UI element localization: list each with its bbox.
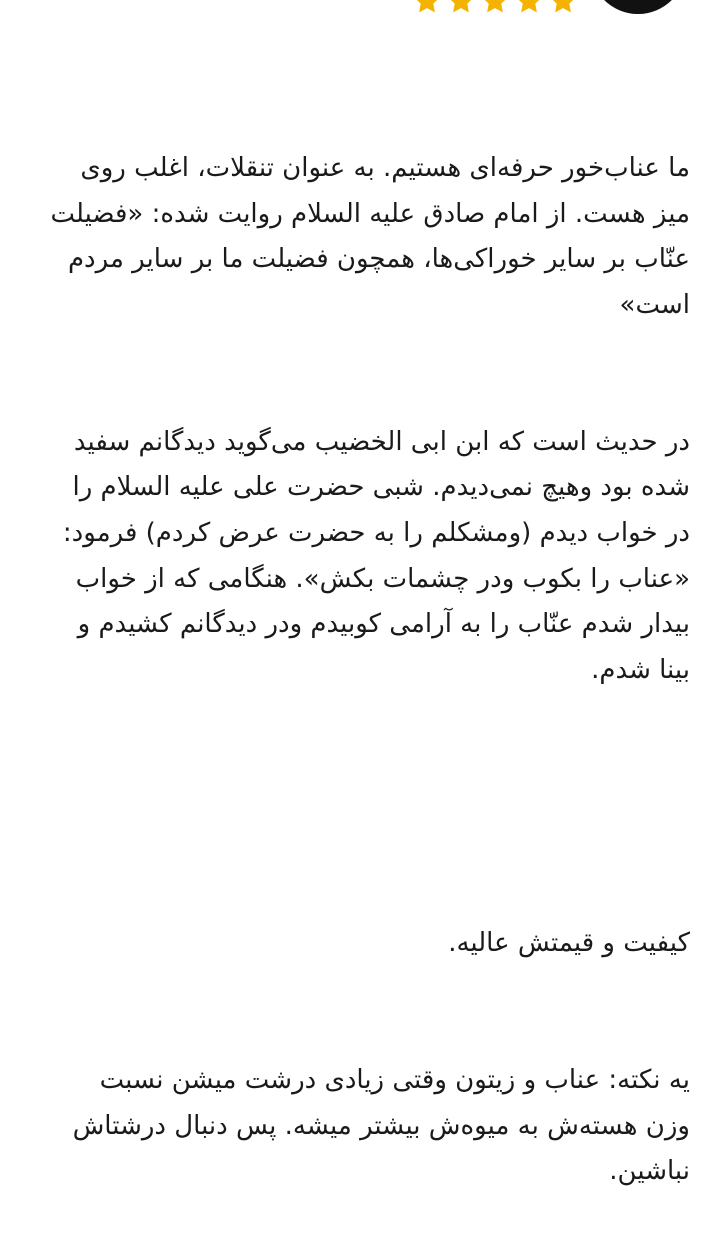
star-icon [446,0,476,16]
star-icon [412,0,442,16]
review-paragraph: ما عناب‌خور حرفه‌ای هستیم. به عنوان تنقلات، اغلب روی میز هست. از امام صادق علیه السلام روایت شده: «فضیلت عنّاب بر سایر خوراکی‌ها، همچون فضیلت ما بر سایر مردم است» [50,153,690,320]
star-icon [480,0,510,16]
paragraph-spacer [40,785,690,831]
review-paragraph: در حدیث است که ابن ابی الخضیب می‌گوید دیدگانم سفید شده بود وهیچ نمی‌دیدم. شبی حضرت علی علیه السلام را در خواب دیدم (ومشکلم را به حضرت عرض کردم) فرمود: «عناب را بکوب ودر چشمات بکش». هنگامی که از خواب بیدار شدم عنّاب را به آرامی کوبیدم ودر دیدگانم کشیدم و بینا شدم. [62,426,690,685]
review-body [40,55,690,1240]
star-icon [514,0,544,16]
avatar[interactable] [590,0,686,14]
review-paragraph: کیفیت و قیمتش عالیه. [448,928,690,959]
star-rating [412,0,578,16]
star-icon [548,0,578,16]
review-header [0,0,720,16]
review-paragraph: یه نکته: عناب و زیتون وقتی زیادی درشت میشن نسبت وزن هسته‌ش به میوه‌ش بیشتر میشه. پس دنبال درشتاش نباشین. [72,1065,690,1187]
